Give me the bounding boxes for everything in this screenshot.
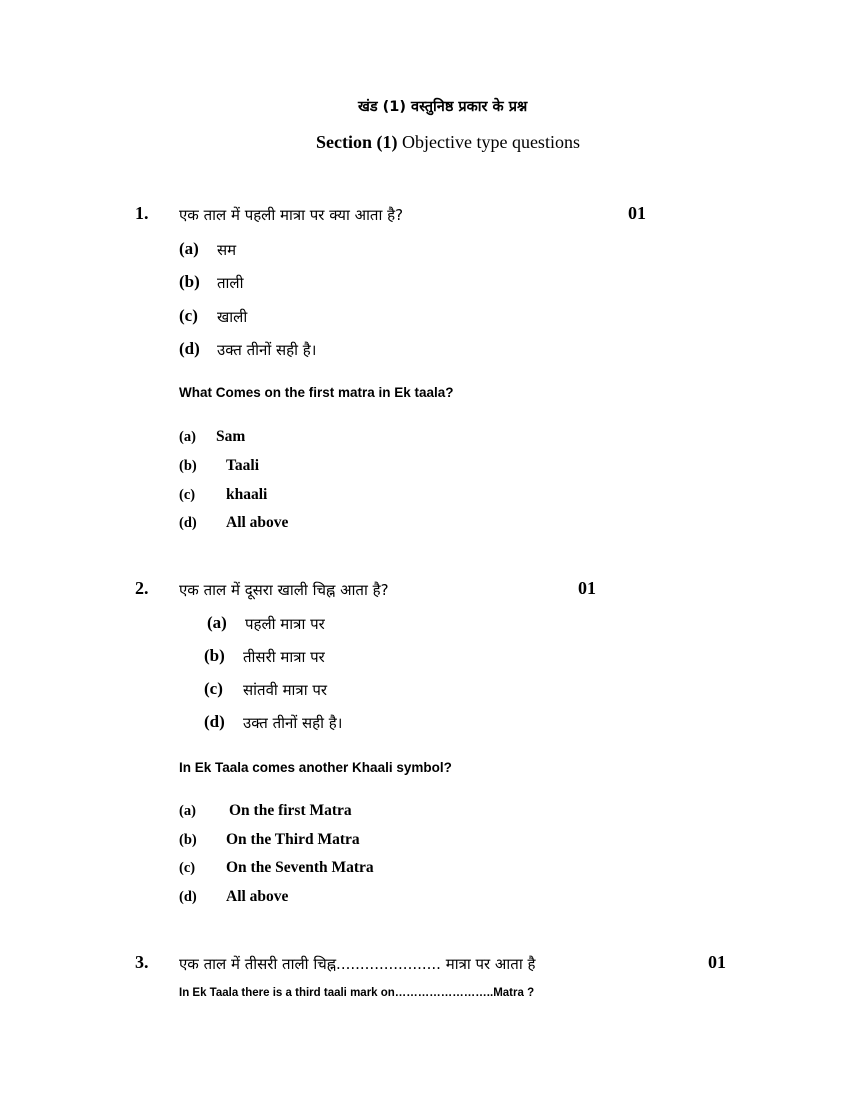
option-label: (a) (179, 803, 196, 819)
option-text-english: Sam (216, 428, 246, 445)
option-text-english: On the Third Matra (226, 831, 360, 848)
section-title-hindi: खंड (1) वस्तुनिष्ठ प्रकार के प्रश्न (358, 99, 528, 115)
option-label: (b) (179, 832, 197, 848)
option-label: (d) (204, 712, 225, 731)
option-label: (a) (179, 239, 199, 258)
question-text-hindi: एक ताल में तीसरी ताली चिह्न...................... मात्रा पर आता है (179, 955, 536, 973)
option-text-hindi: खाली (217, 308, 248, 326)
option-text-english: khaali (226, 486, 268, 503)
option-text-hindi: तीसरी मात्रा पर (243, 648, 325, 666)
question-marks: 01 (628, 203, 646, 223)
option-text-hindi: ताली (217, 274, 244, 292)
option-text-english: On the Seventh Matra (226, 859, 374, 876)
option-text-english: Taali (226, 457, 260, 474)
option-text-hindi: उक्त तीनों सही है। (217, 341, 317, 359)
question-number: 1. (135, 203, 149, 223)
option-label: (c) (204, 679, 223, 698)
option-text-english: All above (226, 888, 289, 905)
question-text-english: In Ek Taala there is a third taali mark on……………………..Matra ? (179, 987, 535, 999)
option-label: (d) (179, 515, 197, 531)
question-marks: 01 (708, 952, 726, 972)
option-text-hindi: सम (217, 241, 237, 259)
option-label: (d) (179, 339, 200, 358)
question-number: 2. (135, 578, 149, 598)
option-label: (a) (179, 429, 196, 445)
section-label: Section (1) (316, 132, 398, 152)
option-label: (b) (204, 646, 225, 665)
section-subtitle: Objective type questions (397, 132, 580, 152)
option-label: (b) (179, 272, 200, 291)
option-label: (a) (207, 613, 227, 632)
question-text-english: In Ek Taala comes another Khaali symbol? (179, 760, 452, 775)
option-label: (c) (179, 860, 196, 876)
question-text-hindi: एक ताल में पहली मात्रा पर क्या आता है? (179, 206, 404, 224)
question-text-english: What Comes on the first matra in Ek taala? (179, 385, 454, 400)
option-text-hindi: सांतवी मात्रा पर (243, 681, 328, 699)
option-label: (c) (179, 306, 198, 325)
question-marks: 01 (578, 578, 596, 598)
question-text-hindi: एक ताल में दूसरा खाली चिह्न आता है? (179, 581, 389, 599)
option-text-hindi: उक्त तीनों सही है। (243, 714, 343, 732)
option-text-hindi: पहली मात्रा पर (245, 615, 325, 633)
option-text-english: All above (226, 514, 289, 531)
question-number: 3. (135, 952, 149, 972)
option-label: (b) (179, 458, 197, 474)
option-label: (c) (179, 487, 196, 503)
option-text-english: On the first Matra (229, 802, 352, 819)
option-label: (d) (179, 889, 197, 905)
section-title-english (316, 132, 580, 153)
